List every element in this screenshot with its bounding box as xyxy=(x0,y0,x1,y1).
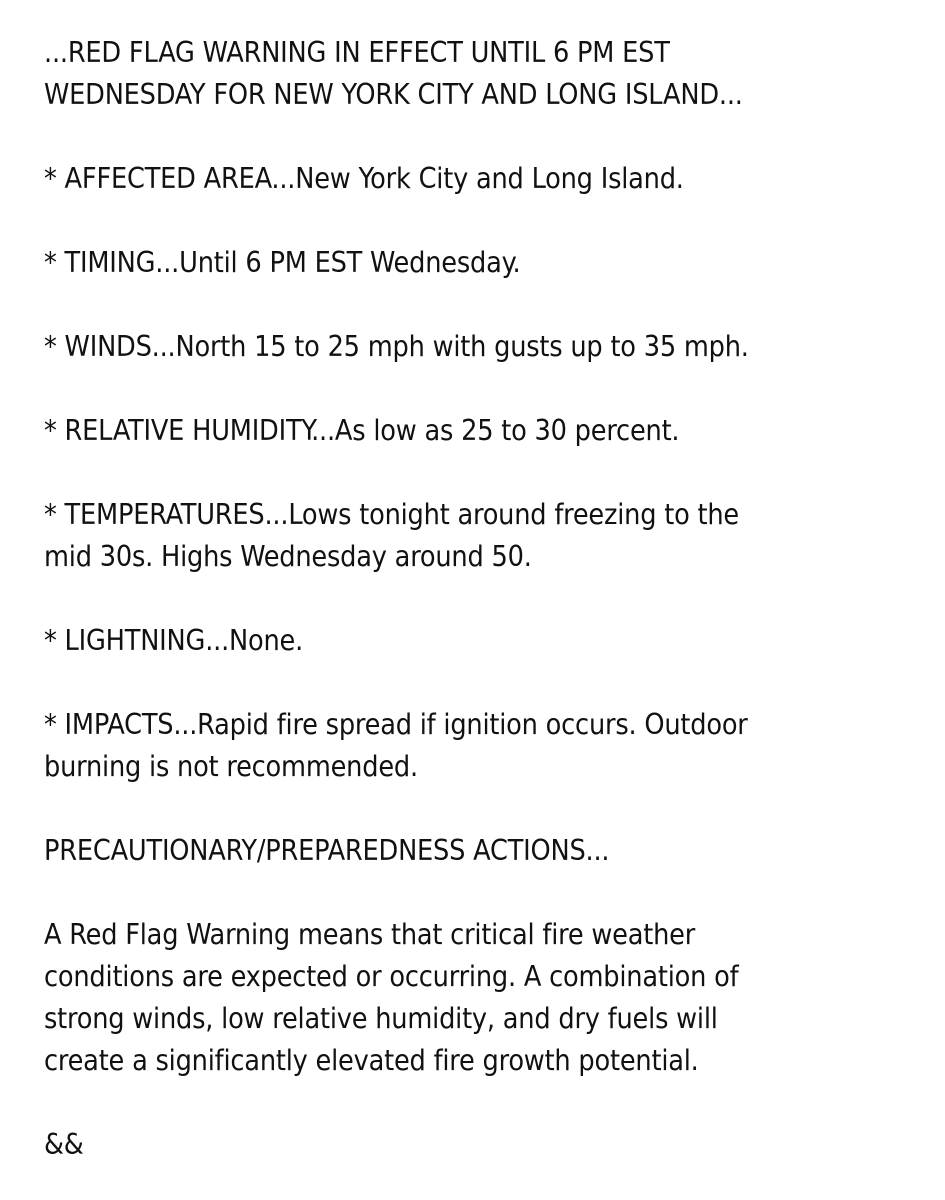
item-lightning xyxy=(44,620,924,662)
end-marker xyxy=(44,1124,924,1166)
headline-line: ...RED FLAG WARNING IN EFFECT UNTIL 6 PM EST xyxy=(44,36,670,69)
actions-body-line: conditions are expected or occurring. A combination of xyxy=(44,960,739,993)
item-temperatures xyxy=(44,494,924,578)
actions-body xyxy=(44,914,924,1082)
item-line: * TEMPERATURES...Lows tonight around freezing to the xyxy=(44,498,740,531)
actions-body-line: A Red Flag Warning means that critical fire weather xyxy=(44,918,696,951)
actions-body-line: create a significantly elevated fire growth potential. xyxy=(44,1044,699,1077)
item-line: * TIMING...Until 6 PM EST Wednesday. xyxy=(44,246,521,279)
actions-body-line: strong winds, low relative humidity, and dry fuels will xyxy=(44,1002,718,1035)
red-flag-warning-bulletin xyxy=(44,32,924,1166)
bulletin-headline xyxy=(44,32,924,116)
item-timing xyxy=(44,242,924,284)
item-relative-humidity xyxy=(44,410,924,452)
item-line: * LIGHTNING...None. xyxy=(44,624,304,657)
actions-heading-text: PRECAUTIONARY/PREPAREDNESS ACTIONS... xyxy=(44,834,610,867)
item-line: burning is not recommended. xyxy=(44,750,418,783)
item-affected-area xyxy=(44,158,924,200)
item-impacts xyxy=(44,704,924,788)
headline-line: WEDNESDAY FOR NEW YORK CITY AND LONG ISLAND... xyxy=(44,78,743,111)
actions-heading xyxy=(44,830,924,872)
item-line: * WINDS...North 15 to 25 mph with gusts up to 35 mph. xyxy=(44,330,749,363)
item-line: * IMPACTS...Rapid fire spread if ignition occurs. Outdoor xyxy=(44,708,748,741)
item-winds xyxy=(44,326,924,368)
item-line: mid 30s. Highs Wednesday around 50. xyxy=(44,540,532,573)
item-line: * AFFECTED AREA...New York City and Long Island. xyxy=(44,162,684,195)
item-line: * RELATIVE HUMIDITY...As low as 25 to 30 percent. xyxy=(44,414,680,447)
end-marker-text: && xyxy=(44,1128,84,1161)
